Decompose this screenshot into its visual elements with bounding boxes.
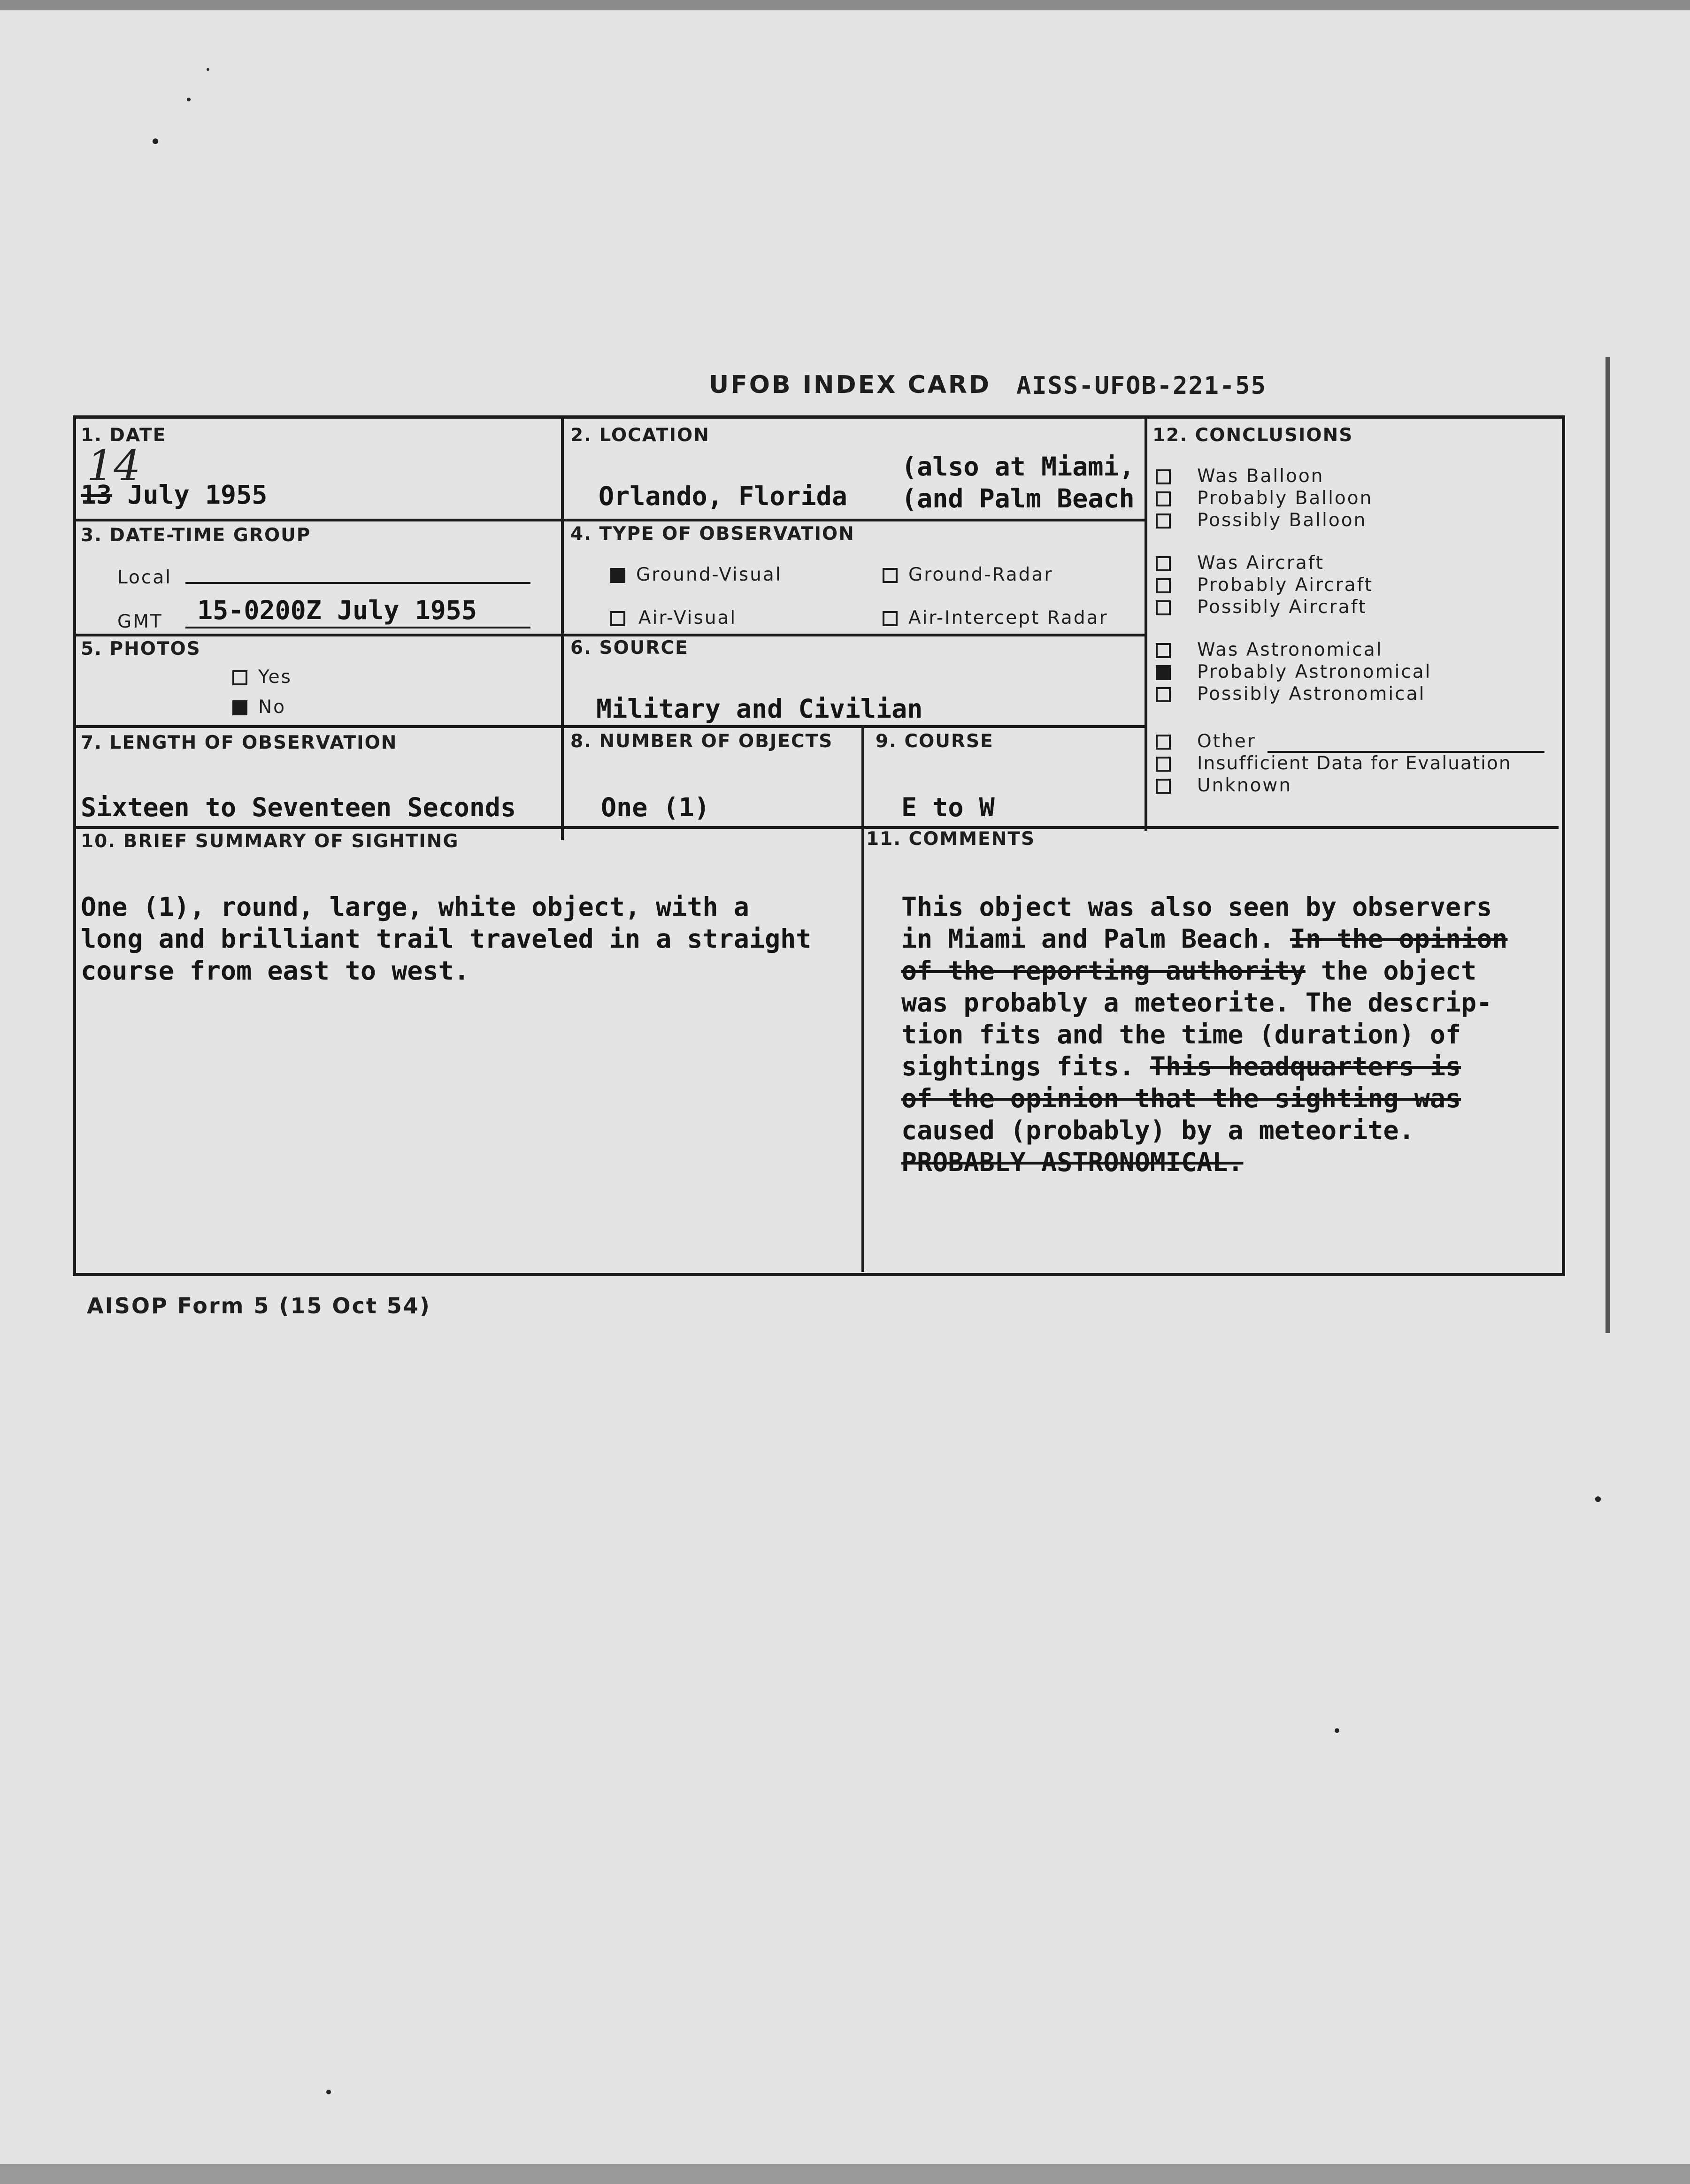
card-number: AISS-UFOB-221-55 (1016, 372, 1267, 400)
form-identifier: AISOP Form 5 (15 Oct 54) (87, 1293, 431, 1318)
summary-line: long and brilliant trail traveled in a straight (81, 924, 812, 954)
comment-line (901, 892, 1492, 922)
summary-label: 10. BRIEF SUMMARY OF SIGHTING (81, 831, 459, 852)
conclusion-was-balloon-label: Was Balloon (1197, 466, 1324, 487)
comment-line (901, 1083, 1461, 1113)
date-day-struck: 13 (81, 480, 112, 510)
comment-line (901, 924, 1507, 954)
comments-label: 11. COMMENTS (866, 828, 1036, 850)
obs-air-intercept-radar-checkbox[interactable] (883, 611, 898, 626)
obs-air-intercept-radar-label: Air-Intercept Radar (908, 607, 1108, 628)
card-shadow (1606, 357, 1610, 1333)
comment-line (901, 956, 1476, 986)
date-rest: July 1955 (112, 480, 268, 510)
conclusions-label: 12. CONCLUSIONS (1152, 425, 1353, 446)
gmt-label: GMT (117, 611, 163, 632)
dust-speck (207, 68, 209, 71)
comment-struck-text: of the opinion that the sighting was (901, 1083, 1461, 1113)
divider-col1 (561, 418, 564, 840)
obs-ground-radar-label: Ground-Radar (908, 564, 1053, 585)
obs-air-visual-checkbox[interactable] (610, 611, 625, 626)
conclusion-possibly-astronomical-checkbox[interactable] (1156, 687, 1171, 702)
dust-speck (153, 138, 158, 144)
card-title: UFOB INDEX CARD (709, 371, 991, 399)
photos-label: 5. PHOTOS (81, 638, 201, 659)
location-label: 2. LOCATION (570, 425, 710, 446)
divider-row2 (75, 634, 1145, 636)
conclusion-probably-astronomical-label: Probably Astronomical (1197, 661, 1432, 682)
source-value: Military and Civilian (596, 694, 923, 724)
local-underline (185, 582, 530, 584)
length-of-observation-value: Sixteen to Seventeen Seconds (81, 792, 516, 822)
comment-struck-text: This headquarters is (1150, 1051, 1461, 1081)
conclusion-was-aircraft-label: Was Aircraft (1197, 552, 1325, 574)
course-label: 9. COURSE (876, 731, 994, 752)
comment-text: in Miami and Palm Beach. (901, 924, 1275, 954)
comment-line (901, 988, 1492, 1018)
date-label: 1. DATE (81, 425, 167, 446)
conclusion-possibly-balloon-checkbox[interactable] (1156, 513, 1171, 529)
obs-air-visual-label: Air-Visual (638, 607, 737, 628)
date-handwritten-correction: 14 (87, 441, 141, 490)
divider-row4 (75, 826, 1559, 829)
obs-ground-visual-checkbox[interactable] (610, 568, 625, 583)
comment-line (901, 1019, 1461, 1050)
conclusion-possibly-aircraft-label: Possibly Aircraft (1197, 597, 1367, 618)
date-time-group-label: 3. DATE-TIME GROUP (81, 525, 311, 546)
conclusion-probably-balloon-label: Probably Balloon (1197, 488, 1373, 509)
conclusion-possibly-astronomical-label: Possibly Astronomical (1197, 683, 1426, 705)
obs-ground-visual-label: Ground-Visual (636, 564, 782, 585)
divider-row1 (75, 519, 1145, 521)
conclusion-was-balloon-checkbox[interactable] (1156, 469, 1171, 484)
comment-line (901, 1115, 1414, 1145)
dust-speck (1595, 1496, 1601, 1502)
photos-no-checkbox[interactable] (232, 700, 247, 715)
dust-speck (1335, 1728, 1339, 1733)
comment-text: caused (probably) by a meteorite. (901, 1115, 1414, 1145)
dust-speck (187, 98, 191, 101)
conclusion-was-aircraft-checkbox[interactable] (1156, 556, 1171, 571)
summary-line: course from east to west. (81, 956, 469, 986)
divider-row3 (75, 725, 1145, 728)
location-value: Orlando, Florida (599, 481, 847, 511)
conclusion-probably-balloon-checkbox[interactable] (1156, 491, 1171, 506)
gmt-underline (185, 627, 530, 628)
conclusion-probably-aircraft-label: Probably Aircraft (1197, 575, 1373, 596)
conclusion-probably-astronomical-checkbox[interactable] (1156, 665, 1171, 680)
comment-text: sightings fits. (901, 1051, 1135, 1081)
local-label: Local (117, 567, 172, 588)
date-value (81, 480, 267, 510)
scan-edge-bottom (0, 2164, 1690, 2184)
conclusion-possibly-balloon-label: Possibly Balloon (1197, 510, 1367, 531)
gmt-value: 15-0200Z July 1955 (197, 595, 477, 625)
source-label: 6. SOURCE (570, 637, 689, 659)
comment-line (901, 1147, 1243, 1177)
photos-no-label: No (258, 697, 286, 718)
conclusion-was-astronomical-checkbox[interactable] (1156, 643, 1171, 658)
comment-text: This object was also seen by observers (901, 892, 1492, 922)
course-value: E to W (901, 792, 995, 822)
conclusion-insufficient-data-checkbox[interactable] (1156, 757, 1171, 772)
conclusion-probably-aircraft-checkbox[interactable] (1156, 578, 1171, 593)
comment-text: tion fits and the time (duration) of (901, 1019, 1461, 1050)
length-of-observation-label: 7. LENGTH OF OBSERVATION (81, 732, 398, 753)
dust-speck (326, 2090, 331, 2094)
conclusion-unknown-checkbox[interactable] (1156, 779, 1171, 794)
conclusion-possibly-aircraft-checkbox[interactable] (1156, 600, 1171, 615)
comment-line (901, 1051, 1461, 1081)
conclusion-unknown-label: Unknown (1197, 775, 1292, 796)
conclusion-other-checkbox[interactable] (1156, 735, 1171, 750)
scan-edge-top (0, 0, 1690, 10)
comment-struck-text: In the opinion (1290, 924, 1508, 954)
comment-struck-text: of the reporting authority (901, 956, 1306, 986)
photos-yes-label: Yes (258, 667, 292, 688)
number-of-objects-label: 8. NUMBER OF OBJECTS (570, 731, 833, 752)
conclusion-other-label: Other (1197, 731, 1256, 752)
location-also-line2: (and Palm Beach (901, 483, 1135, 513)
obs-ground-radar-checkbox[interactable] (883, 568, 898, 583)
comment-struck-text: PROBABLY ASTRONOMICAL. (901, 1147, 1244, 1177)
summary-line: One (1), round, large, white object, with a (81, 892, 749, 922)
photos-yes-checkbox[interactable] (232, 670, 247, 685)
divider-col-course (861, 728, 864, 1272)
location-also-line1: (also at Miami, (901, 452, 1135, 482)
type-of-observation-label: 4. TYPE OF OBSERVATION (570, 523, 855, 544)
number-of-objects-value: One (1) (601, 792, 710, 822)
divider-col2 (1145, 418, 1147, 831)
comment-text: was probably a meteorite. The descrip- (901, 988, 1492, 1018)
comment-text: the object (1305, 956, 1477, 986)
conclusion-was-astronomical-label: Was Astronomical (1197, 639, 1383, 660)
conclusion-insufficient-data-label: Insufficient Data for Evaluation (1197, 753, 1512, 774)
